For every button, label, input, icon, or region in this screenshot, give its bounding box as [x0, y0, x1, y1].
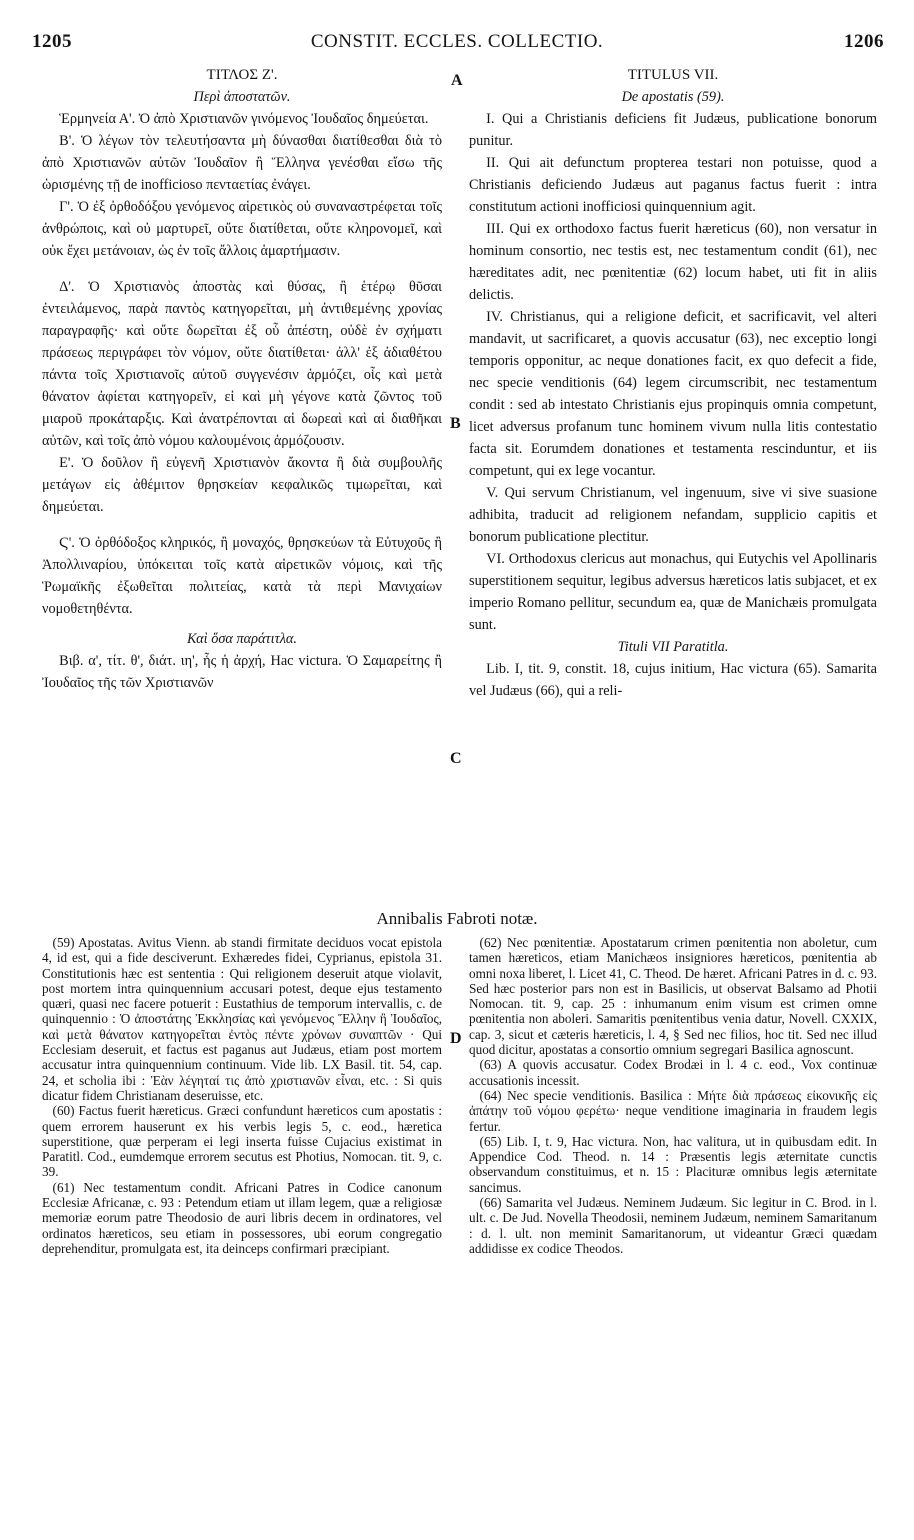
latin-column: [469, 64, 877, 702]
margin-letter-d: D: [450, 1030, 462, 1047]
notes-title: Annibalis Fabroti notæ.: [376, 909, 538, 928]
note-66: (66) Samarita vel Judæus. Neminem Judæum. Sic legitur in C. Brod. in l. ult. c. De Jud. Novella Theodosii, neminem Judæum, neminem Samaritanum : d. l. ult. non meminit Samaritanorum, ut videantur Græci quædam addidisse ex codice Theodos.: [469, 1195, 877, 1256]
latin-subtitle: De apostatis (59).: [621, 89, 725, 105]
note-60: (60) Factus fuerit hæreticus. Græci confundunt hæreticos cum apostatis : quem errorem hauserunt ex his verbis legis 5, c. eod., hæretica superstitione, quæ perperam ei legi inserta fuisse Cujacius existimat in Paratitl. Cod., eumdemque errorem secutus est Photius, Nomocan. tit. 9, c. 39.: [42, 1103, 442, 1180]
latin-paragraph-1: I. Qui a Christianis deficiens fit Judæus, publicatione bonorum punitur.: [469, 111, 877, 149]
greek-paragraph-5: Ε'. Ὁ δοῦλον ἢ εὐγενῆ Χριστιανὸν ἄκοντα ἢ διὰ συμβουλῆς μετάγων εἰς ἀθέμιτον θρησκείαν κεφαλικῶς τιμωρεῖται, καὶ δημεύεται.: [42, 455, 442, 515]
greek-subtitle: Περὶ ἀποστατῶν.: [193, 89, 291, 105]
page-number-right: 1206: [844, 31, 884, 52]
latin-paratitla: Lib. I, tit. 9, constit. 18, cujus initium, Hac victura (65). Samarita vel Judæus (66), qui a reli-: [469, 661, 877, 699]
latin-paragraph-6: VI. Orthodoxus clericus aut monachus, qui Eutychis vel Apollinaris superstitionem sequitur, legibus adversus hæreticos latis subjacet, et ex imperio Romano pellitur, secundum ea, quæ de Manichæis promulgata sunt.: [469, 551, 877, 633]
running-title: CONSTIT. ECCLES. COLLECTIO.: [310, 31, 604, 52]
greek-paratitla-title: Καὶ ὅσα παράτιτλα.: [187, 631, 297, 647]
note-63: (63) A quovis accusatur. Codex Brodæi in l. 4 c. eod., Vox continuæ accusationis incessit.: [469, 1057, 877, 1088]
latin-paragraph-5: V. Qui servum Christianum, vel ingenuum, sive vi sive suasione adhibita, traducit ad religionem nefandam, supplicio capitis et bonorum publicatione plectitur.: [469, 485, 877, 545]
greek-paragraph-1: Ἑρμηνεία Α'. Ὁ ἀπὸ Χριστιανῶν γινόμενος Ἰουδαῖος δημεύεται.: [59, 111, 429, 127]
notes-right-column: [469, 935, 877, 1256]
note-65: (65) Lib. I, t. 9, Hac victura. Non, hac valitura, ut in quibusdam edit. In Appendice Cod. Theod. n. 14 : Præsentis legis æternitate cunctis observandum constituimus, et n. 15 : Placituræ omnibus legis æternitate sancimus.: [469, 1133, 877, 1195]
page-number-left: 1205: [32, 31, 72, 52]
margin-letter-c: C: [450, 750, 462, 767]
margin-letter-b: B: [450, 415, 461, 432]
latin-paratitla-title: Tituli VII Paratitla.: [617, 639, 729, 655]
notes-left-column: [42, 935, 442, 1256]
greek-paragraph-3: Γ'. Ὁ ἐξ ὀρθοδόξου γενόμενος αἱρετικὸς οὐ συναναστρέφεται τοῖς ἀνθρώποις, καὶ οὐ μαρτυρεῖ, οὔτε διατίθεται, οὔτε κληρονομεῖ, καὶ οὐκ ἔχει μετάνοιαν, ὡς ἐν τοῖς ἄλλοις ἁμαρτήμασιν.: [42, 199, 442, 259]
latin-paragraph-4: IV. Christianus, qui a religione deficit, et sacrificavit, vel alteri mandavit, ut sacrificaret, a quovis accusatur (63), nec exceptio longi temporis opponitur, ac neque donationes facit, ex quo defecit a fide, nec specie venditionis (64) legem circumscribit, nec testamentum condit : sed ab intestato Christianis ejus propinquis omnia competunt, licet adversus profanum tunc hominem vivum nulla litis contestatio facta sit. Eorumdem donationes et testamenta rescinduntur, et iis competunt, qui ex lege vocantur.: [469, 309, 877, 479]
note-62: (62) Nec pœnitentiæ. Apostatarum crimen pœnitentia non aboletur, cum tamen hæreticos, etiam Manichæos insigniores hæreticos, pœnitentia ab omni noxa liberet, l. Licet 41, C. Theod. De hæret. Africani Patres in d. c. 93. Sed hæc posterior pars non est in Basilicis, ut observat Balsamo ad Photii Nomocan. tit. 9, cap. 25 : inhumanum enim visum est crimen omne pœnitentia non aboleri. Samaritis pœnitentibus venia datur, Novell. CXXIX, cap. 3, sicut et cæteris hæreticis, l. 4, § Sed nec filios, hoc tit. Sed nec illud quod dicitur, apostatas a consortio omnium segregari Basilica agnoscunt.: [469, 935, 877, 1058]
greek-title: ΤΙΤΛΟΣ Ζ'.: [206, 67, 278, 83]
greek-column: [42, 64, 442, 694]
latin-paragraph-3: III. Qui ex orthodoxo factus fuerit hæreticus (60), non versatur in hominum consortio, nec testis est, nec testamentum condit (61), nec hæreditates adit, nec pœnitentiæ (62) locum habet, uti fit in aliis delictis.: [469, 221, 877, 303]
greek-paragraph-4: Δ'. Ὁ Χριστιανὸς ἀποστὰς καὶ θύσας, ἢ ἑτέρῳ θῦσαι ἐντειλάμενος, παρὰ παντὸς κατηγορεῖται, μὴ ἀντιθεμένης χρονίας παραγραφῆς· καὶ οὔτε δωρεῖται ἐξ οὗ ἀπέστη, οὐδὲ ἐν σχήματι πράσεως περιγράφει τὸν νόμον, οὔτε διατίθεται· ἀλλ' ἐξ ἀδιαθέτου πάντα τοῖς Χριστιανοῖς αὐτοῦ συγγενέσιν ἁρμόζει, οἷς καὶ μετὰ θάνατον ἀφίεται κατηγορεῖν, εἰ καὶ μὴ γέγονε κατὰ ζῶντος τοῦ μιαροῦ προκάταρξις. Καὶ ἀνατρέπονται αἱ δωρεαὶ καὶ αἱ διαθῆκαι αὐτῶν, καὶ τοῖς ἀπὸ νόμου καλουμένοις ἁρμόζουσιν.: [42, 279, 442, 449]
greek-paragraph-6: Ϛ'. Ὁ ὀρθόδοξος κληρικός, ἢ μοναχός, θρησκεύων τὰ Εὐτυχοῦς ἢ Ἀπολλιναρίου, ὑπόκειται τοῖς κατὰ αἱρετικῶν νόμοις, καὶ τῆς Ῥωμαϊκῆς ἐξωθεῖται πολιτείας, κατὰ τὰ περὶ Μανιχαίων νομοθετηθέντα.: [42, 535, 442, 617]
latin-title: TITULUS VII.: [627, 67, 719, 83]
latin-paragraph-2: II. Qui ait defunctum propterea testari non potuisse, quod a Christianis deficiendo Judæus aut paganus factus fuerit : intra constitutum actioni inofficiosi quinquennium agit.: [469, 155, 877, 215]
greek-paratitla: Βιβ. α', τίτ. θ', διάτ. ιη', ἧς ἡ ἀρχή, Hac victura. Ὁ Σαμαρείτης ἢ Ἰουδαῖος τῆς τῶν Χριστιανῶν: [42, 653, 442, 691]
margin-letter-a: A: [451, 72, 463, 89]
note-64: (64) Nec specie venditionis. Basilica : Μήτε διὰ πράσεως εἰκονικῆς εἰς ἀπάτην τοῦ νόμου φερέτω· neque venditione imaginaria in fraudem legis fertur.: [469, 1087, 877, 1134]
greek-paragraph-2: Β'. Ὁ λέγων τὸν τελευτήσαντα μὴ δύνασθαι διατίθεσθαι διὰ τὸ ἀπὸ Χριστιανῶν αὐτῶν Ἰουδαῖον ἢ Ἕλληνα γενέσθαι εἴσω τῆς ὡρισμένης τῇ de inofficioso πενταετίας ἐνάγει.: [42, 133, 442, 193]
note-59: (59) Apostatas. Avitus Vienn. ab standi firmitate deciduos vocat epistola 4, id est, qui a fide desciverunt. Exhæredes fidei, Cyprianus, epistola 31. Constitutionis hæc est sententia : Qui religionem deseruit atque violavit, post mortem intra quinquennium accusari potest, deque ejus testamento quæri, quasi nec facere potuerit : Eustathius de temporum intervallis, c. de quinquennio : Ὁ ἀποστάτης Ἐκκλησίας καὶ γενόμενος Ἕλλην ἢ Ἰουδαῖος, καὶ μετὰ θάνατον κατηγορεῖται ἐντὸς πέντε χρόνων συναπτῶν · Qui Ecclesiam deseruit, et factus est paganus aut Judæus, etiam post mortem accusatur intra quinquennium continuum. Vide lib. LX Basil. tit. 54, cap. 24, et scholia ibi : Ἐὰν λέγηταί τις ἀπὸ χριστιανῶν εἶναι, etc. : Si quis dicatur fidem Christianam deseruisse, etc.: [42, 935, 442, 1103]
note-61: (61) Nec testamentum condit. Africani Patres in Codice canonum Ecclesiæ Africanæ, c. 93 : Petendum etiam ut illam legem, quæ a religiosæ memoriæ eorum patre Theodosio de auri libris decem in ordinatores, vel ordinatos hæreticos, seu etiam in possessores, ubi eorum congregatio deprehenditur, promulgata est, ita deinceps confirmari præcipiant.: [42, 1179, 442, 1256]
